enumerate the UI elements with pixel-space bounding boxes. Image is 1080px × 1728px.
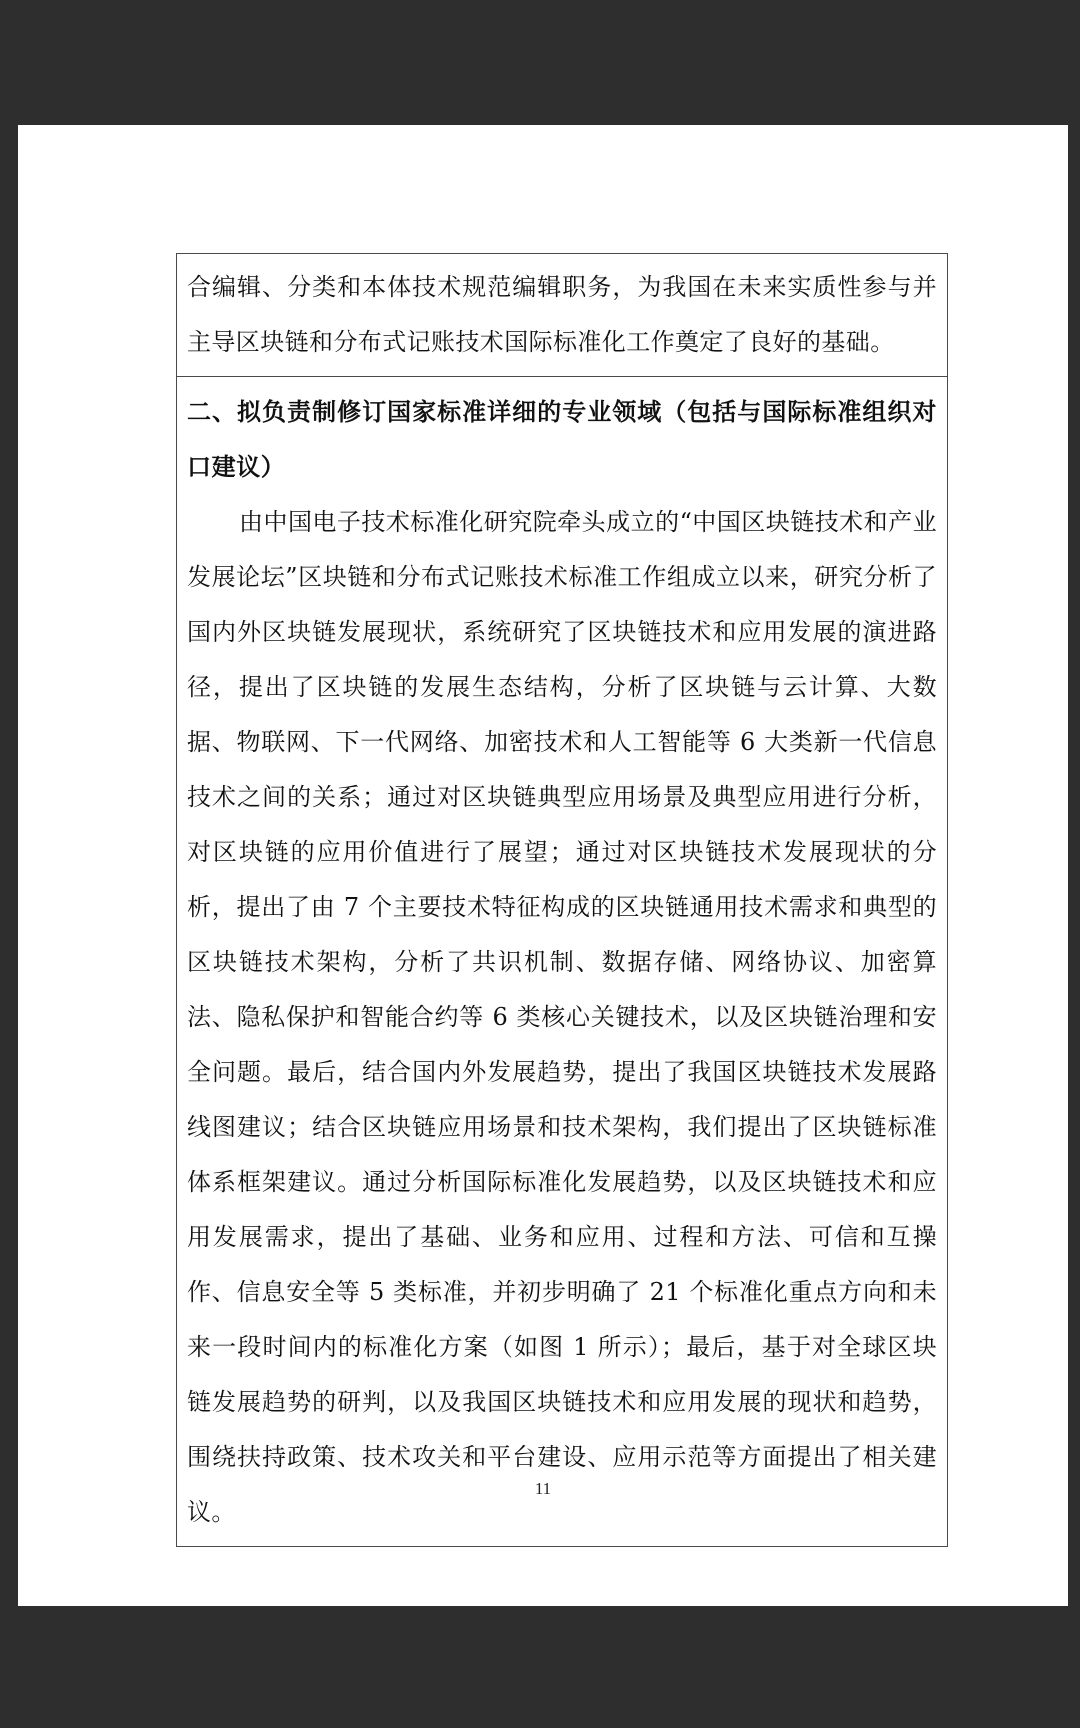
table-cell-continuation [177,254,947,376]
table-cell-section-two [177,376,947,1546]
section-heading: 二、拟负责制修订国家标准详细的专业领域（包括与国际标准组织对口建议） [187,398,937,481]
continuation-paragraph: 合编辑、分类和本体技术规范编辑职务，为我国在未来实质性参与并主导区块链和分布式记账技术国际标准化工作奠定了良好的基础。 [187,273,937,356]
document-page [18,125,1068,1606]
page-number: 11 [534,1479,552,1498]
body-paragraph: 由中国电子技术标准化研究院牵头成立的“中国区块链技术和产业发展论坛”区块链和分布式记账技术标准工作组成立以来，研究分析了国内外区块链发展现状，系统研究了区块链技术和应用发展的演进路径，提出了区块链的发展生态结构，分析了区块链与云计算、大数据、物联网、下一代网络、加密技术和人工智能等 6 大类新一代信息技术之间的关系；通过对区块链典型应用场景及典型应用进行分析，对区块链的应用价值进行了展望；通过对区块链技术发展现状的分析，提出了由 7 个主要技术特征构成的区块链通用技术需求和典型的区块链技术架构，分析了共识机制、数据存储、网络协议、加密算法、隐私保护和智能合约等 6 类核心关键技术，以及区块链治理和安全问题。最后，结合国内外发展趋势，提出了我国区块链技术发展路线图建议；结合区块链应用场景和技术架构，我们提出了区块链标准体系框架建议。通过分析国际标准化发展趋势，以及区块链技术和应用发展需求，提出了基础、业务和应用、过程和方法、可信和互操作、信息安全等 5 类标准，并初步明确了 21 个标准化重点方向和未来一段时间内的标准化方案（如图 1 所示）；最后，基于对全球区块链发展趋势的研判，以及我国区块链技术和应用发展的现状和趋势，围绕扶持政策、技术攻关和平台建设、应用示范等方面提出了相关建议。 [187,508,937,1526]
form-table [176,253,948,1547]
